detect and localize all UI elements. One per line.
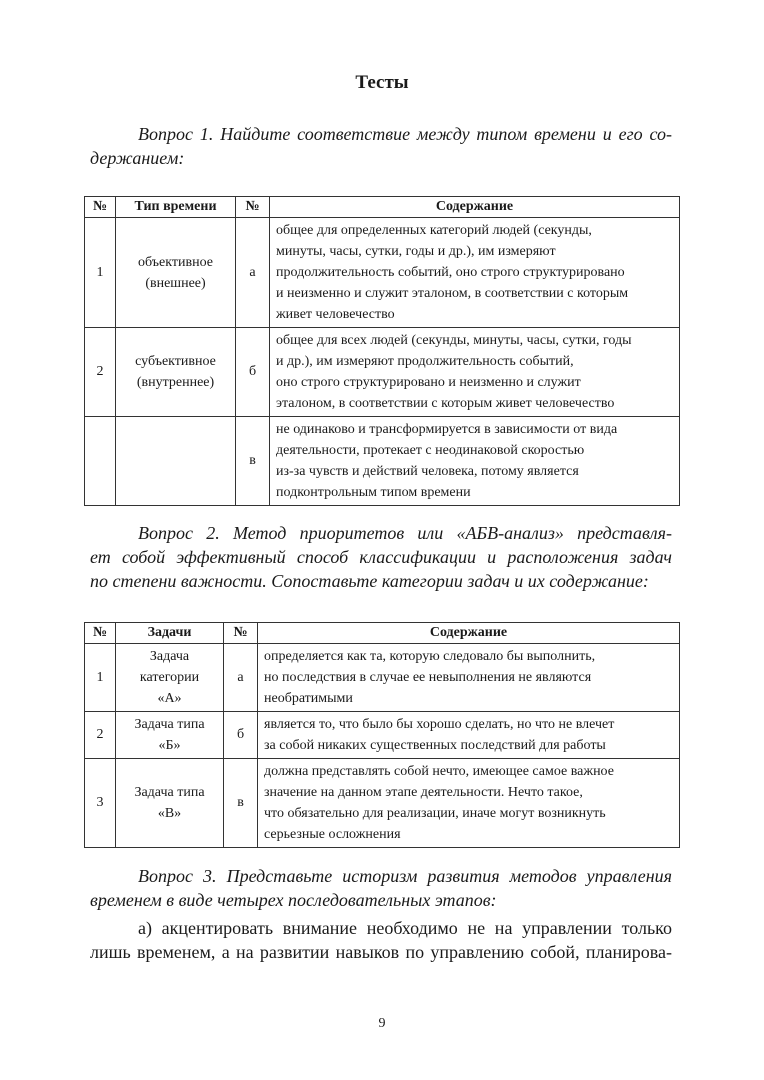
row-num: 3: [85, 759, 116, 848]
page-number: 9: [378, 1016, 386, 1031]
header-letter: №: [224, 623, 258, 644]
question-2-line-2: ет собой эффективный способ классификации и расположения задач: [90, 547, 672, 567]
table-row: [85, 218, 680, 328]
header-content: Содержание: [270, 197, 680, 218]
row-letter: в: [224, 759, 258, 848]
row-letter: б: [236, 328, 270, 417]
table-row: [85, 712, 680, 759]
header-content: Содержание: [258, 623, 680, 644]
row-num: 2: [85, 328, 116, 417]
answer-a-line-2: лишь временем, а на развитии навыков по управлению собой, планирова-: [90, 942, 672, 962]
header-num: №: [85, 197, 116, 218]
row-time-type: объективное (внешнее): [116, 218, 236, 328]
table-row: [85, 417, 680, 506]
row-num: 2: [85, 712, 116, 759]
header-tasks: Задачи: [116, 623, 224, 644]
time-types-table: [84, 196, 680, 506]
row-content: общее для всех людей (секунды, минуты, часы, сутки, годы и др.), им измеряют продолжительность событий, оно строго структурировано и неизменно и служит эталоном, в соответствии с которым живет человечество: [270, 328, 680, 417]
question-2-line-3: по степени важности. Сопоставьте категории задач и их содержание:: [90, 571, 649, 591]
question-1-line-2: держанием:: [90, 148, 185, 168]
question-1: [90, 122, 672, 170]
row-time-type: субъективное (внутреннее): [116, 328, 236, 417]
question-2: [90, 521, 672, 593]
row-task: Задача типа «Б»: [116, 712, 224, 759]
header-letter: №: [236, 197, 270, 218]
row-content: должна представлять собой нечто, имеющее самое важное значение на данном этапе деятельности. Нечто такое, что обязательно для реализации, иначе могут возникнуть серьезные осложнения: [258, 759, 680, 848]
question-3: [90, 864, 672, 912]
row-content: не одинаково и трансформируется в зависимости от вида деятельности, протекает с неодинаковой скоростью из-за чувств и действий человека, потому является подконтрольным типом времени: [270, 417, 680, 506]
table-header-row: [85, 197, 680, 218]
answer-a-line-1: а) акцентировать внимание необходимо не на управлении только: [138, 918, 672, 938]
table-row: [85, 759, 680, 848]
question-3-line-1: Вопрос 3. Представьте историзм развития методов управления: [138, 866, 672, 886]
row-content: является то, что было бы хорошо сделать, но что не влечет за собой никаких существенных последствий для работы: [258, 712, 680, 759]
row-task: Задача категории «А»: [116, 644, 224, 712]
row-letter: а: [236, 218, 270, 328]
row-task: Задача типа «В»: [116, 759, 224, 848]
page-title: Тесты: [355, 72, 409, 93]
table-header-row: [85, 623, 680, 644]
table-row: [85, 644, 680, 712]
row-letter: б: [224, 712, 258, 759]
header-num: №: [85, 623, 116, 644]
row-num: 1: [85, 218, 116, 328]
task-categories-table: [84, 622, 680, 848]
question-1-line-1: Вопрос 1. Найдите соответствие между типом времени и его со-: [138, 124, 672, 144]
question-2-line-1: Вопрос 2. Метод приоритетов или «АБВ-анализ» представля-: [138, 523, 672, 543]
row-letter: в: [236, 417, 270, 506]
question-3-line-2: временем в виде четырех последовательных этапов:: [90, 890, 497, 910]
table-row: [85, 328, 680, 417]
row-num: 1: [85, 644, 116, 712]
header-time-type: Тип времени: [116, 197, 236, 218]
row-content: общее для определенных категорий людей (секунды, минуты, часы, сутки, годы и др.), им измеряют продолжительность событий, оно строго структурировано и неизменно и служит эталоном, в соответствии с которым живет человечество: [270, 218, 680, 328]
row-time-type: [116, 417, 236, 506]
row-content: определяется как та, которую следовало бы выполнить, но последствия в случае ее невыполнения не являются необратимыми: [258, 644, 680, 712]
row-letter: а: [224, 644, 258, 712]
row-num: [85, 417, 116, 506]
